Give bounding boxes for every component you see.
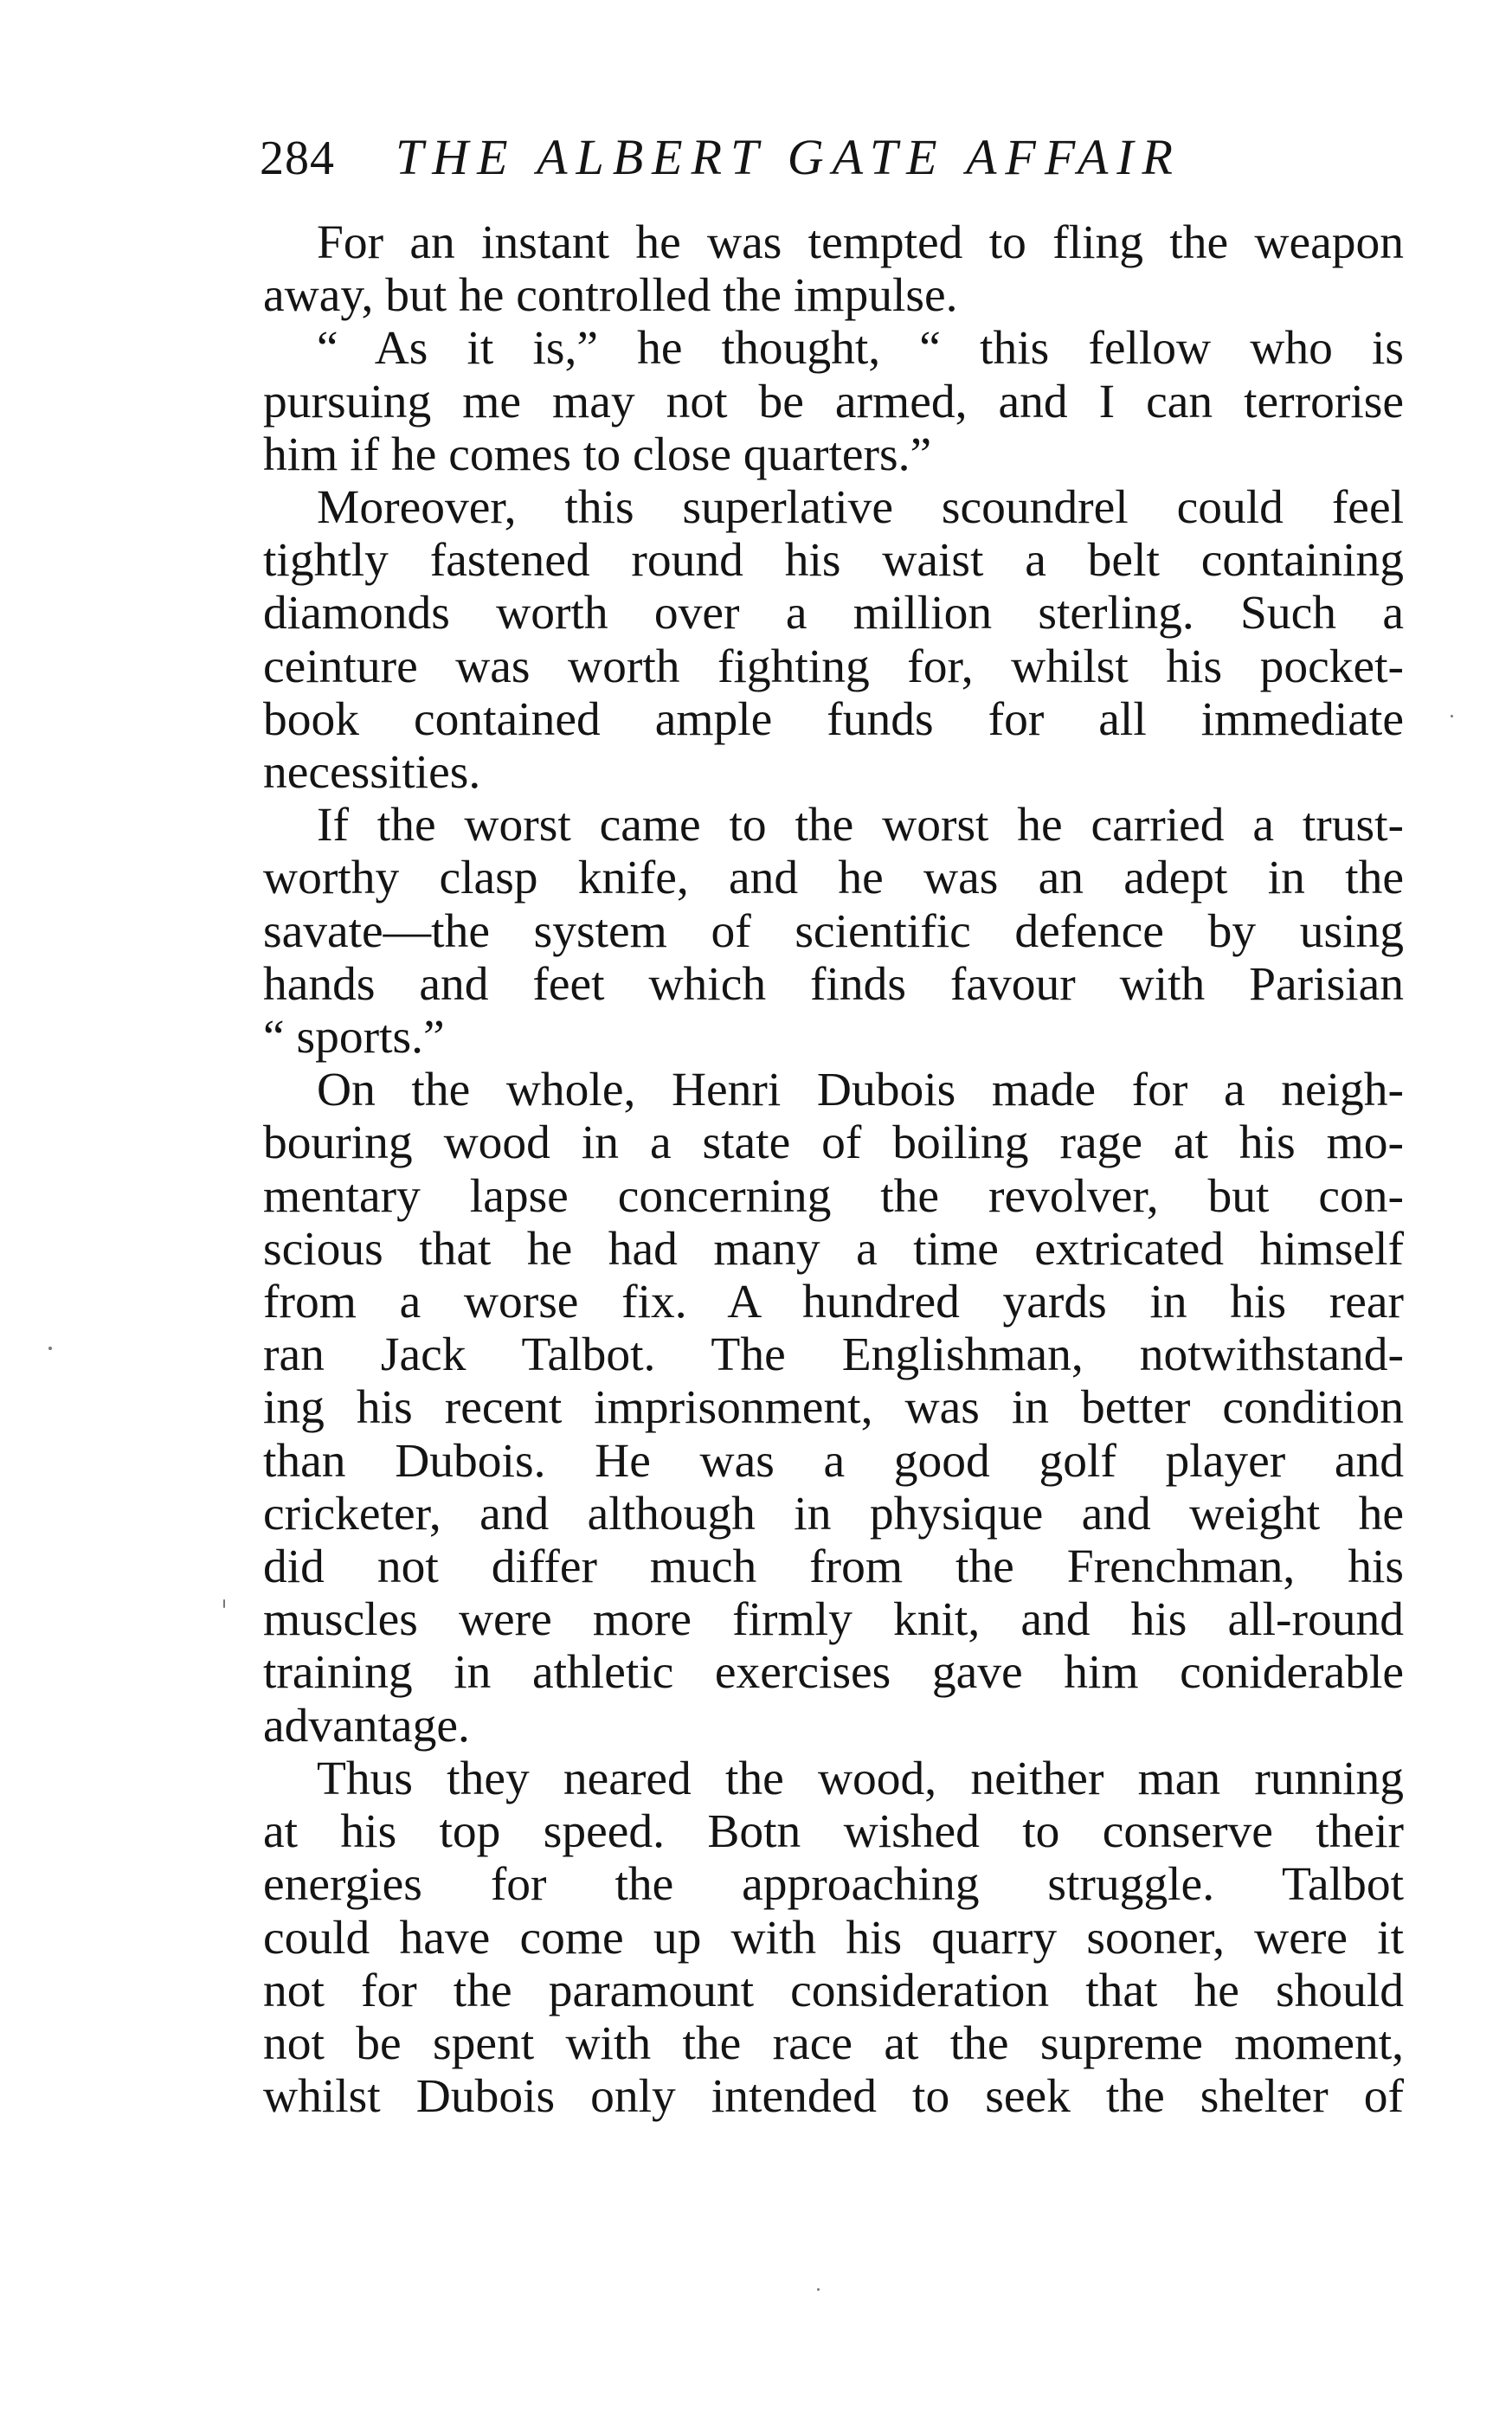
- text-line: scious that he had many a time extricated himself: [263, 1222, 1404, 1276]
- paragraph: [263, 216, 1404, 322]
- text-line: hands and feet which finds favour with Parisian: [263, 957, 1404, 1011]
- text-line: him if he comes to close quarters.”: [263, 428, 932, 481]
- text-line: diamonds worth over a million sterling. Such a: [263, 587, 1404, 640]
- text-line: For an instant he was tempted to fling the weapon: [317, 216, 1404, 269]
- paragraph: [263, 481, 1404, 799]
- text-line: away, but he controlled the impulse.: [263, 269, 958, 323]
- text-line: from a worse fix. A hundred yards in his rear: [263, 1276, 1404, 1329]
- text-line: energies for the approaching struggle. Talbot: [263, 1858, 1404, 1912]
- text-line: pursuing me may not be armed, and I can terrorise: [263, 375, 1404, 428]
- text-line: at his top speed. Botn wished to conserve their: [263, 1805, 1404, 1859]
- page-header: [260, 128, 1419, 197]
- text-line: cricketer, and although in physique and weight he: [263, 1487, 1404, 1540]
- text-line: mentary lapse concerning the revolver, but con-: [263, 1169, 1404, 1223]
- text-line: training in athletic exercises gave him coniderable: [263, 1646, 1404, 1700]
- text-line: ing his recent imprisonment, was in better condition: [263, 1381, 1404, 1435]
- scan-speck: [1451, 715, 1453, 717]
- text-line: “ sports.”: [263, 1011, 445, 1064]
- text-line: did not differ much from the Frenchman, his: [263, 1540, 1404, 1594]
- text-line: bouring wood in a state of boiling rage at his mo-: [263, 1116, 1404, 1170]
- body-text: [263, 216, 1404, 2123]
- text-line: ran Jack Talbot. The Englishman, notwithstand-: [263, 1328, 1404, 1382]
- running-title: THE ALBERT GATE AFFAIR: [396, 129, 1181, 185]
- text-line: Moreover, this superlative scoundrel could feel: [317, 481, 1404, 535]
- scan-speck: [48, 1347, 52, 1350]
- scan-speck: [817, 2288, 820, 2291]
- text-line: “ As it is,” he thought, “ this fellow who is: [317, 322, 1404, 376]
- scan-speck: [223, 1599, 225, 1608]
- paragraph: [263, 322, 1404, 481]
- text-line: worthy clasp knife, and he was an adept in the: [263, 852, 1404, 905]
- text-line: whilst Dubois only intended to seek the shelter of: [263, 2070, 1404, 2124]
- paragraph: [263, 1753, 1404, 2123]
- text-line: book contained ample funds for all immediate: [263, 692, 1404, 746]
- paragraph: [263, 1064, 1404, 1753]
- text-line: ceinture was worth fighting for, whilst his pocket-: [263, 640, 1404, 693]
- text-line: not for the paramount consideration that he should: [263, 1964, 1404, 2017]
- text-line: If the worst came to the worst he carried a trust-: [317, 799, 1404, 852]
- text-line: muscles were more firmly knit, and his all-round: [263, 1593, 1404, 1647]
- text-line: Thus they neared the wood, neither man running: [317, 1752, 1404, 1805]
- page-number: 284: [260, 132, 335, 185]
- paragraph: [263, 799, 1404, 1064]
- text-line: savate—the system of scientific defence by using: [263, 904, 1404, 958]
- text-line: advantage.: [263, 1699, 470, 1753]
- text-line: not be spent with the race at the supreme moment,: [263, 2016, 1404, 2070]
- text-line: On the whole, Henri Dubois made for a neigh-: [317, 1064, 1404, 1117]
- text-line: could have come up with his quarry sooner, were it: [263, 1911, 1404, 1965]
- text-line: tightly fastened round his waist a belt containing: [263, 534, 1404, 588]
- text-line: than Dubois. He was a good golf player and: [263, 1434, 1404, 1488]
- text-line: necessities.: [263, 746, 481, 800]
